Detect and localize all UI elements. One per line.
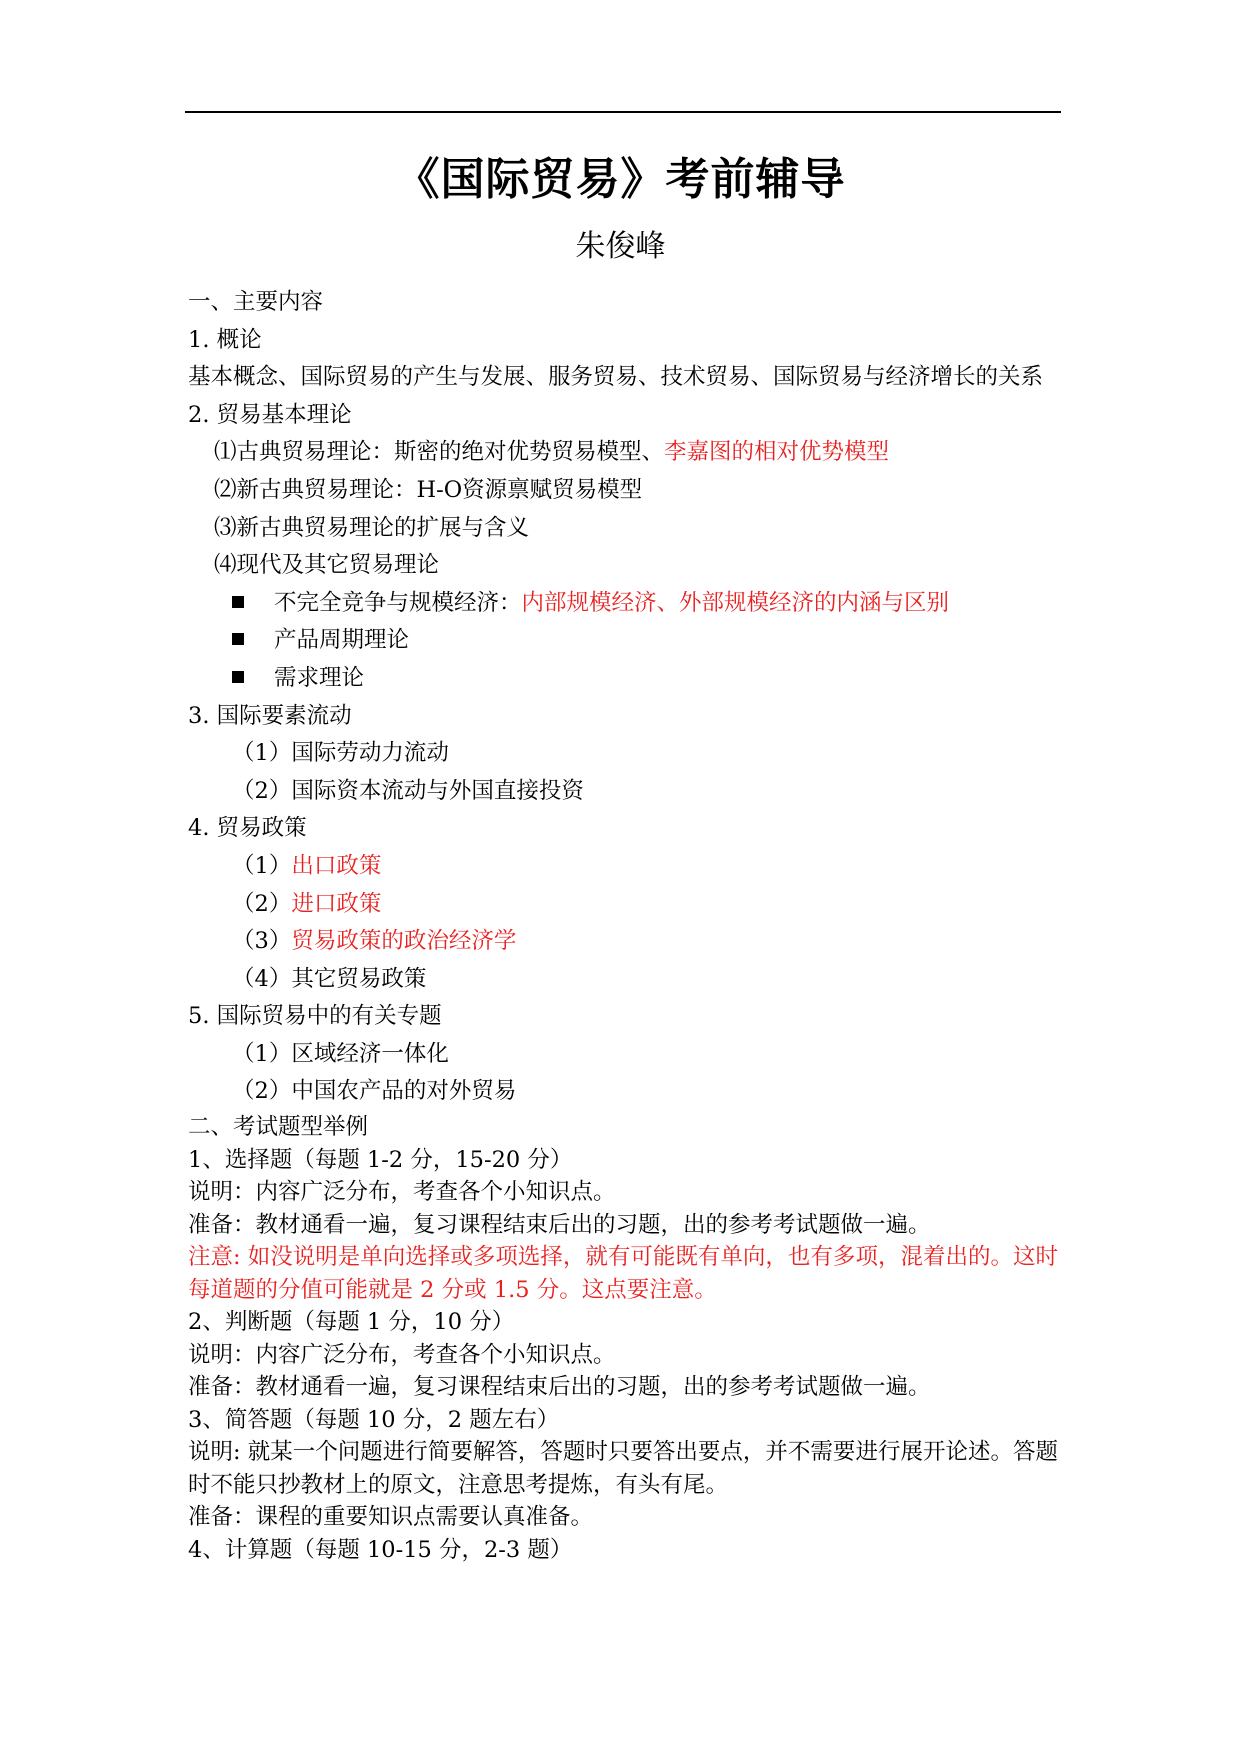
list-item: ⑶新古典贸易理论的扩展与含义 — [214, 514, 530, 541]
list-item: （2）中国农产品的对外贸易 — [232, 1078, 517, 1105]
list-item — [188, 848, 1058, 886]
topic-heading: 4. 贸易政策 — [188, 815, 307, 842]
list-item: ⑵新古典贸易理论：H-O资源禀赋贸易模型 — [214, 476, 643, 503]
section-heading: 二、考试题型举例 — [188, 1114, 369, 1141]
exam-section — [188, 1111, 1058, 1566]
header-rule — [185, 111, 1061, 113]
highlighted-text: 内部规模经济、外部规模经济的内涵与区别 — [521, 589, 950, 616]
square-bullet-icon — [232, 596, 244, 608]
square-bullet-icon — [232, 671, 244, 683]
highlighted-text: 出口政策 — [291, 852, 382, 879]
explanation-text: 说明：内容广泛分布，考查各个小知识点。 — [188, 1179, 616, 1206]
note-text: 注意: 如没说明是单向选择或多项选择，就有可能既有单向，也有多项，混着出的。这时每道题的分值可能就是 2 分或 1.5 分。这点要注意。 — [188, 1244, 1059, 1303]
section-heading: 一、主要内容 — [188, 289, 324, 315]
list-item — [188, 923, 1058, 961]
list-number: （3） — [232, 928, 292, 955]
list-number: （1） — [232, 852, 292, 879]
bullet-item — [188, 622, 1058, 660]
question-type-heading: 3、简答题（每题 10 分，2 题左右） — [188, 1406, 560, 1433]
explanation-text: 说明：内容广泛分布，考查各个小知识点。 — [188, 1341, 616, 1368]
question-type-heading: 1、选择题（每题 1-2 分，15-20 分） — [188, 1146, 573, 1173]
document-title: 《国际贸易》考前辅导 — [395, 154, 846, 205]
list-item — [188, 434, 1058, 472]
list-item-text: ⑴古典贸易理论：斯密的绝对优势贸易模型、 — [214, 439, 665, 466]
bullet-text: 不完全竞争与规模经济： — [274, 589, 522, 616]
list-item — [188, 886, 1058, 924]
preparation-text: 准备：课程的重要知识点需要认真准备。 — [188, 1504, 594, 1531]
list-item: （4）其它贸易政策 — [232, 965, 427, 992]
bullet-text: 产品周期理论 — [274, 627, 410, 654]
bullet-text: 需求理论 — [274, 664, 365, 691]
highlighted-text: 进口政策 — [291, 890, 382, 917]
preparation-text: 准备：教材通看一遍，复习课程结束后出的习题，出的参考考试题做一遍。 — [188, 1374, 931, 1401]
question-type-heading: 4、计算题（每题 10-15 分，2-3 题） — [188, 1536, 573, 1563]
document-body — [188, 284, 1058, 1566]
bullet-item — [188, 585, 1058, 623]
topic-heading: 2. 贸易基本理论 — [188, 401, 352, 428]
list-number: （2） — [232, 890, 292, 917]
list-item: ⑷现代及其它贸易理论 — [214, 552, 440, 579]
topic-heading: 5. 国际贸易中的有关专题 — [188, 1003, 442, 1030]
list-item: （2）国际资本流动与外国直接投资 — [232, 777, 584, 804]
square-bullet-icon — [232, 633, 244, 645]
list-item: （1）国际劳动力流动 — [232, 740, 449, 767]
explanation-text: 说明: 就某一个问题进行简要解答，答题时只要答出要点，并不需要进行展开论述。答题时不能只抄教材上的原文，注意思考提炼，有头有尾。 — [188, 1439, 1059, 1498]
document-author: 朱俊峰 — [575, 229, 666, 264]
topic-heading: 3. 国际要素流动 — [188, 702, 352, 729]
bullet-item — [188, 660, 1058, 698]
preparation-text: 准备：教材通看一遍，复习课程结束后出的习题，出的参考考试题做一遍。 — [188, 1211, 931, 1238]
list-item: （1）区域经济一体化 — [232, 1040, 449, 1067]
highlighted-text: 李嘉图的相对优势模型 — [664, 439, 890, 466]
highlighted-text: 贸易政策的政治经济学 — [291, 928, 517, 955]
topic-text: 基本概念、国际贸易的产生与发展、服务贸易、技术贸易、国际贸易与经济增长的关系 — [188, 364, 1044, 391]
topic-heading: 1. 概论 — [188, 326, 262, 353]
question-type-heading: 2、判断题（每题 1 分，10 分） — [188, 1309, 515, 1336]
